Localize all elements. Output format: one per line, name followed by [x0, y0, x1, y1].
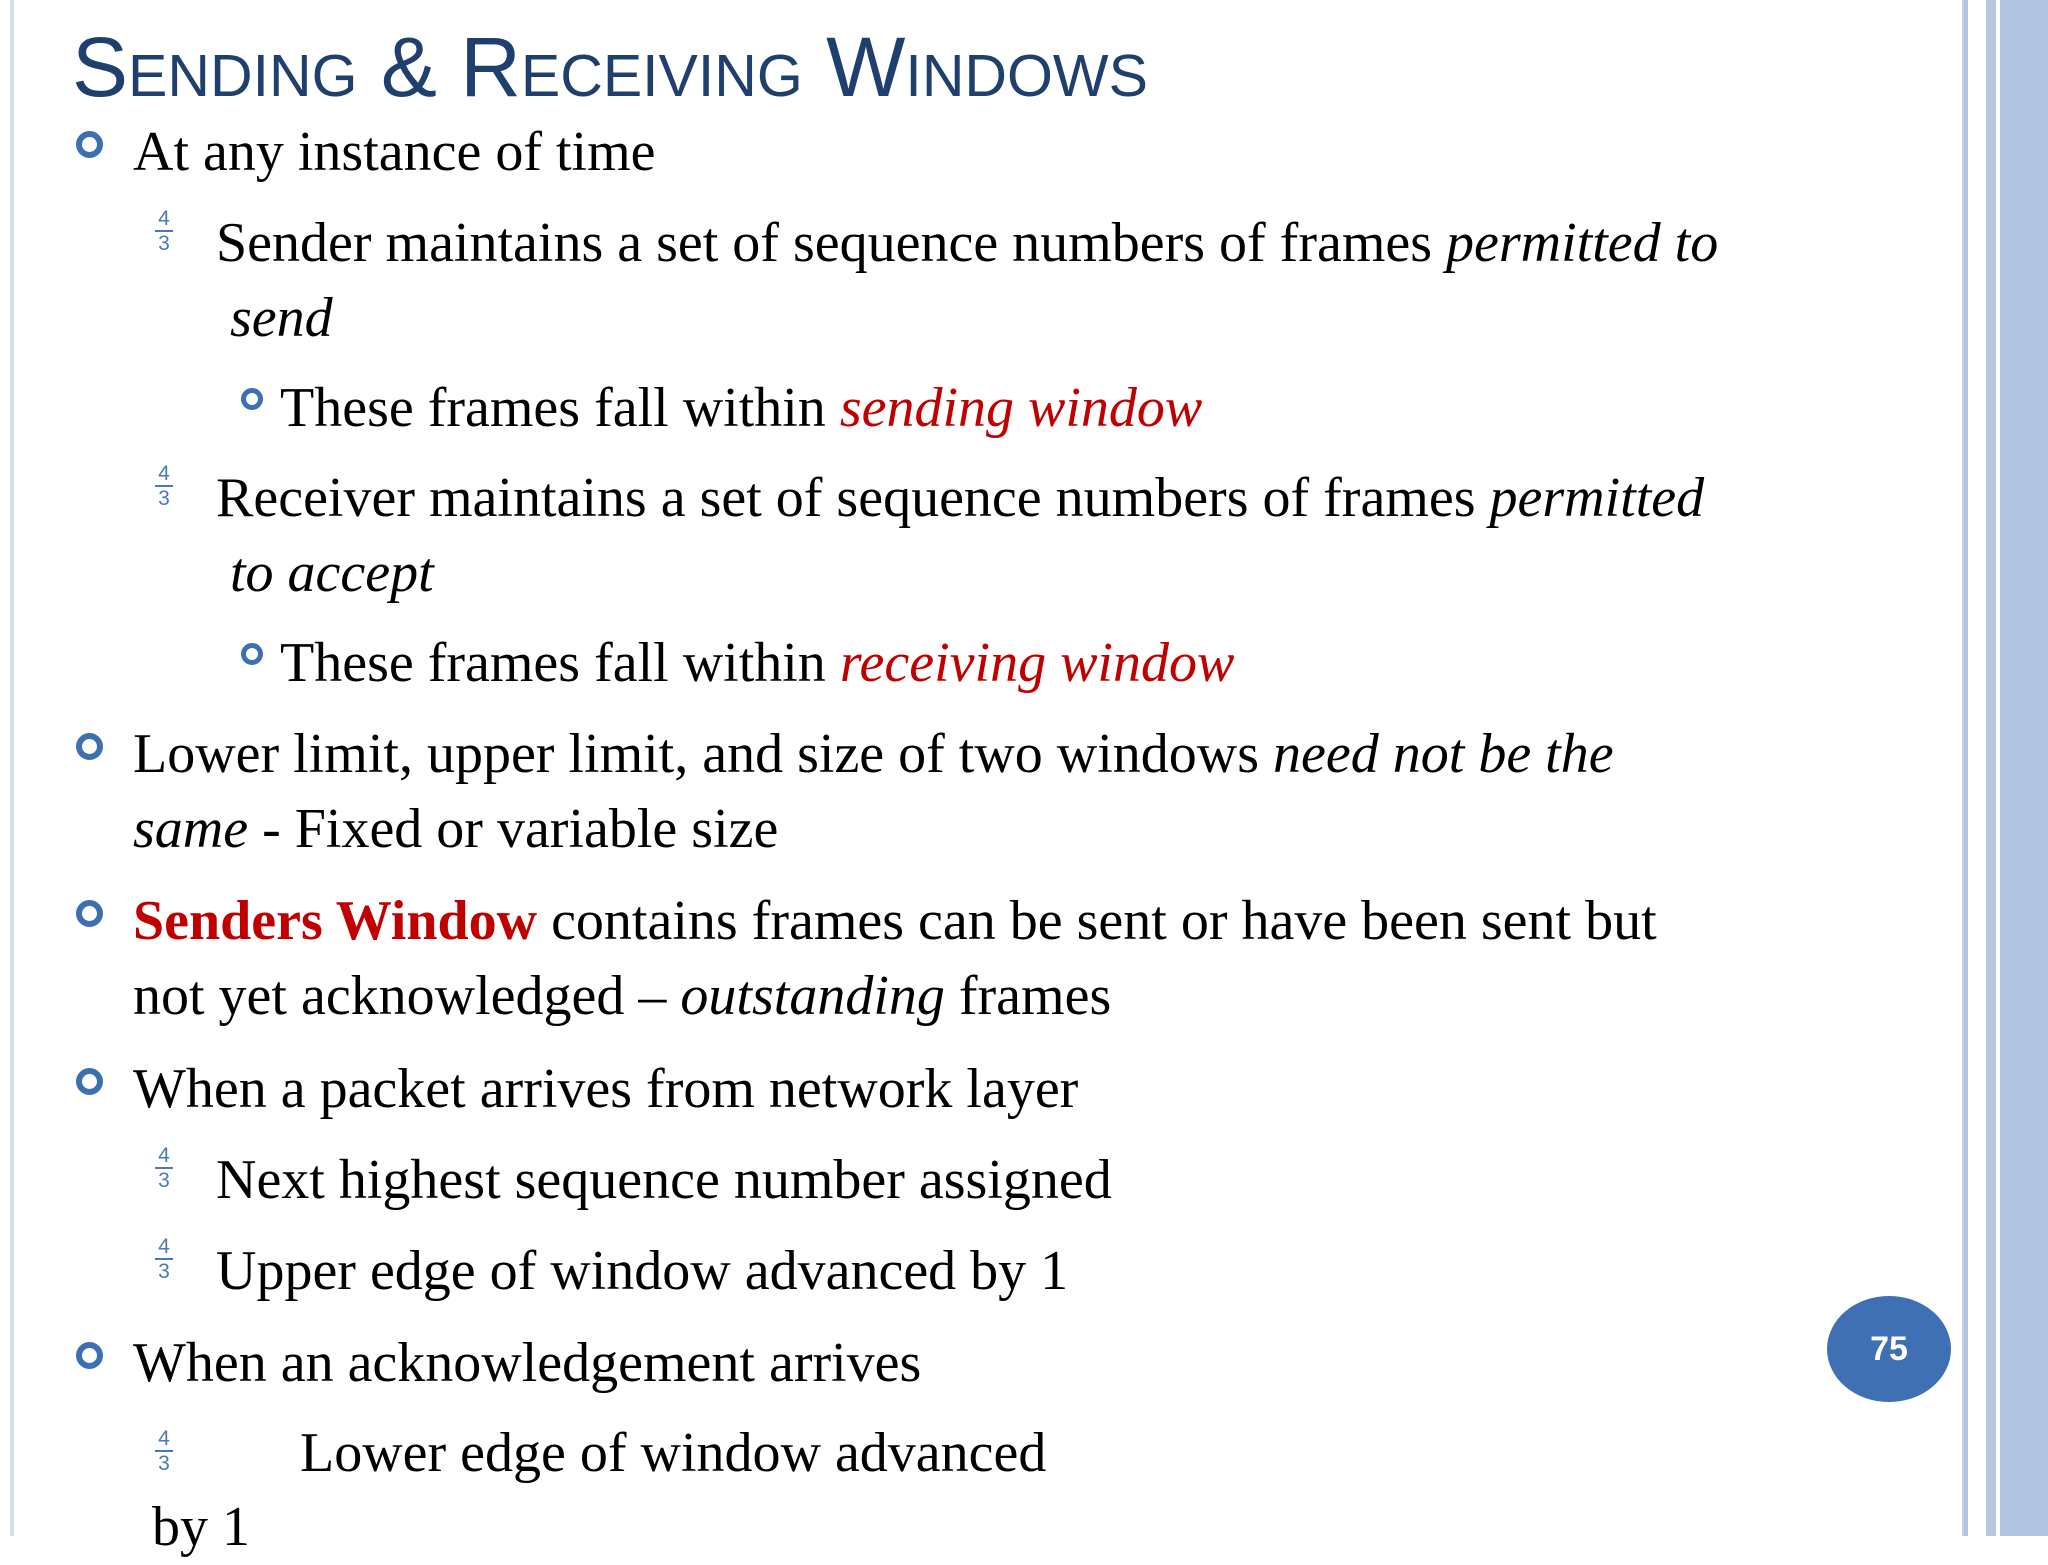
text-run: Lower limit, upper limit, and size of two windows — [133, 723, 1274, 785]
fraction-denominator: 3 — [158, 1169, 170, 1192]
right-border-band — [1986, 0, 1996, 1536]
fraction-bullet-icon — [153, 1145, 175, 1191]
bullet-text — [133, 884, 1657, 959]
text-run: - Fixed or variable size — [248, 798, 779, 860]
bullet-text: At any instance of time — [133, 121, 656, 183]
text-run: frames — [944, 965, 1112, 1027]
left-border-line — [10, 0, 14, 1536]
emphasis-text: to accept — [230, 542, 434, 604]
sub-bullet-text-continuation — [230, 536, 434, 611]
text-run: Sender maintains a set of sequence numbers of frames — [216, 212, 1447, 274]
sub-bullet-text — [216, 461, 1704, 536]
bullet-ring-icon — [241, 643, 263, 665]
slide-title: Sending & Receiving Windows — [72, 20, 1148, 114]
emphasis-text: need not be the — [1273, 723, 1614, 785]
bullet-ring-icon — [76, 1342, 103, 1369]
fraction-denominator: 3 — [158, 1260, 170, 1283]
bullet-ring-icon — [76, 733, 103, 760]
fraction-numerator: 4 — [158, 207, 170, 230]
emphasis-text: permitted to — [1446, 212, 1719, 274]
bullet-text — [133, 717, 1614, 792]
fraction-numerator: 4 — [158, 1235, 170, 1258]
bullet-ring-icon — [241, 388, 263, 410]
bullet-ring-icon — [76, 900, 103, 927]
bullet-text: When an acknowledgement arrives — [133, 1332, 922, 1394]
page-number-badge: 75 — [1827, 1296, 1951, 1402]
fraction-numerator: 4 — [158, 1427, 170, 1450]
emphasis-text: permitted — [1489, 467, 1705, 529]
fraction-denominator: 3 — [158, 487, 170, 510]
emphasis-text: outstanding — [680, 965, 945, 1027]
text-run: Receiver maintains a set of sequence numbers of frames — [216, 467, 1490, 529]
sub-bullet-text-continuation — [230, 281, 333, 356]
sub-bullet-text: Upper edge of window advanced by 1 — [216, 1240, 1069, 1302]
fraction-bullet-icon — [153, 1428, 175, 1474]
highlight-text: Senders Window — [133, 890, 538, 952]
fraction-bullet-icon — [153, 208, 175, 254]
bullet-text: When a packet arrives from network layer — [133, 1058, 1079, 1120]
sub-bullet-text: Next highest sequence number assigned — [216, 1149, 1112, 1211]
right-border-gap — [1968, 0, 1986, 1536]
sub-bullet-text: Lower edge of window advanced — [300, 1422, 1047, 1484]
bullet-ring-icon — [76, 1068, 103, 1095]
text-run: These frames fall within — [280, 377, 840, 439]
text-run: not yet acknowledged – — [133, 965, 681, 1027]
highlight-text: sending window — [839, 377, 1203, 439]
sub-sub-bullet-text — [280, 626, 1234, 701]
fraction-bullet-icon — [153, 463, 175, 509]
text-run: contains frames can be sent or have been sent but — [537, 890, 1657, 952]
sub-bullet-text-continuation: by 1 — [152, 1496, 250, 1558]
fraction-bullet-icon — [153, 1236, 175, 1282]
emphasis-text: same — [133, 798, 249, 860]
fraction-denominator: 3 — [158, 1452, 170, 1475]
bullet-ring-icon — [76, 131, 103, 158]
text-run: These frames fall within — [280, 632, 840, 694]
sub-sub-bullet-text — [280, 371, 1202, 446]
highlight-text: receiving window — [839, 632, 1235, 694]
bullet-text-continuation — [133, 792, 778, 867]
right-border-band — [2000, 0, 2048, 1536]
bullet-text-continuation — [133, 959, 1111, 1034]
fraction-denominator: 3 — [158, 232, 170, 255]
fraction-numerator: 4 — [158, 462, 170, 485]
emphasis-text: send — [230, 287, 333, 349]
sub-bullet-text — [216, 206, 1718, 281]
fraction-numerator: 4 — [158, 1144, 170, 1167]
